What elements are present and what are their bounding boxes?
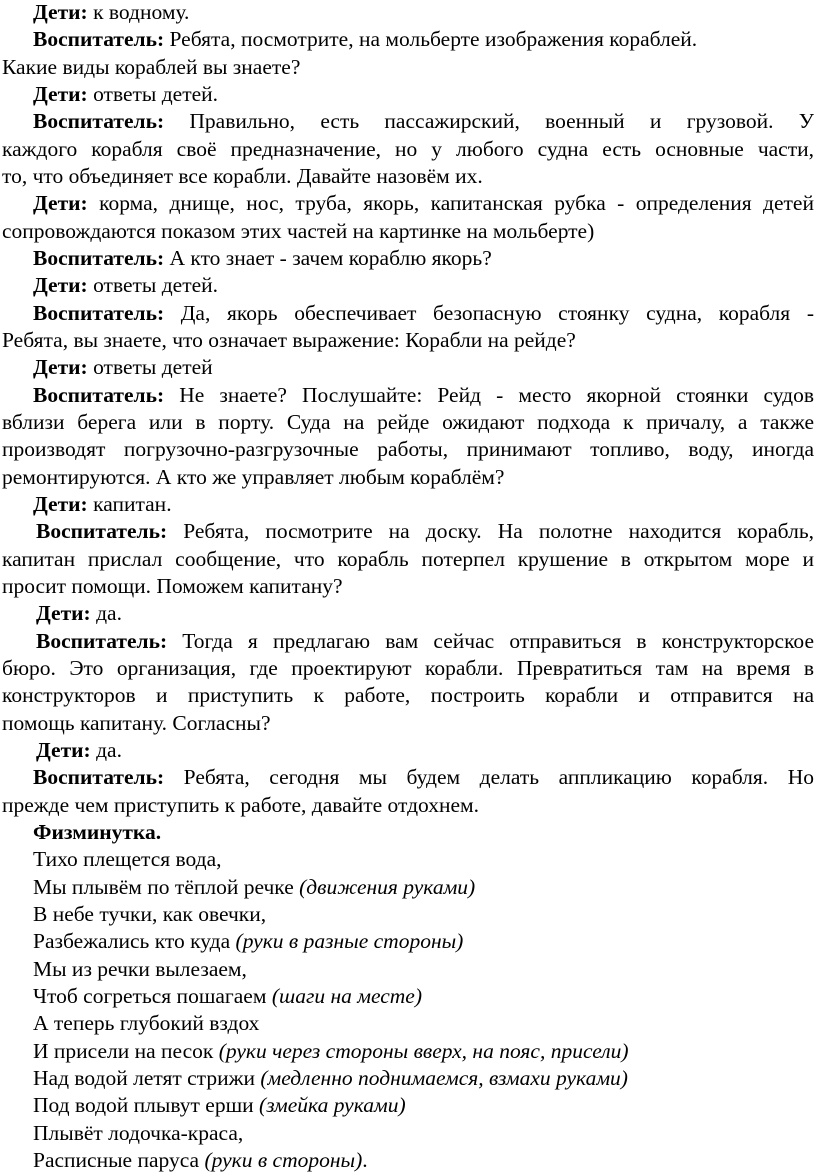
poem-line: Расписные паруса (руки в стороны). [33, 1148, 368, 1172]
speaker-label: Дети: [33, 191, 88, 215]
speaker-label: Дети: [36, 738, 91, 762]
text-line: производят погрузочно-разгрузочные работы, принимают топливо, воду, иногда [2, 437, 814, 461]
poem-line: Мы из речки вылезаем, [33, 957, 247, 981]
speaker-label: Дети: [33, 82, 88, 106]
text-line: помощь капитану. Согласны? [2, 711, 271, 735]
text-line: Дети: ответы детей [33, 355, 213, 379]
text-line: Воспитатель: А кто знает - зачем кораблю якорь? [33, 246, 492, 270]
text-line: прежде чем приступить к работе, давайте отдохнем. [2, 793, 480, 817]
text-line: то, что объединяет все корабли. Давайте назовём их. [2, 164, 483, 188]
stage-direction: (руки в разные стороны) [235, 929, 464, 953]
text-line: конструкторов и приступить к работе, построить корабли и отправится на [2, 683, 814, 707]
stage-direction: (змейка руками) [259, 1093, 406, 1117]
speaker-label: Воспитатель: [33, 301, 165, 325]
speaker-label: Воспитатель: [33, 383, 165, 407]
text-line: каждого корабля своё предназначение, но у любого судна есть основные части, [2, 137, 814, 161]
poem-line: Под водой плывут ерши (змейка руками) [33, 1093, 406, 1117]
text-line: Воспитатель: Не знаете? Послушайте: Рейд - место якорной стоянки судов [33, 383, 814, 407]
speaker-label: Воспитатель: [36, 629, 168, 653]
section-heading: Физминутка. [33, 820, 162, 844]
speaker-label: Воспитатель: [33, 765, 165, 789]
text-line: Дети: капитан. [33, 492, 172, 516]
speaker-label: Дети: [33, 0, 88, 24]
text-line: Какие виды кораблей вы знаете? [2, 55, 301, 79]
text-line: Дети: да. [36, 601, 122, 625]
stage-direction: (движения руками) [299, 875, 476, 899]
text-line: бюро. Это организация, где проектируют корабли. Превратиться там на время в [2, 656, 814, 680]
speaker-label: Воспитатель: [33, 109, 165, 133]
poem-line: Разбежались кто куда (руки в разные стороны) [33, 929, 464, 953]
stage-direction: (шаги на месте) [271, 984, 423, 1008]
text-line: капитан прислал сообщение, что корабль потерпел крушение в открытом море и [2, 547, 814, 571]
text-line: Воспитатель: Да, якорь обеспечивает безопасную стоянку судна, корабля - [33, 301, 814, 325]
poem-line: Чтоб согреться пошагаем (шаги на месте) [33, 984, 423, 1008]
text-line: Дети: корма, днище, нос, труба, якорь, капитанская рубка - определения детей [33, 191, 814, 215]
text-line: Ребята, вы знаете, что означает выражение: Корабли на рейде? [2, 328, 576, 352]
stage-direction: (руки в стороны) [204, 1148, 363, 1172]
poem-line: Плывёт лодочка-краса, [33, 1121, 244, 1145]
text-line: Дети: ответы детей. [33, 82, 219, 106]
text-line: вблизи берега или в порту. Суда на рейде ожидают подхода к причалу, а также [2, 410, 814, 434]
speaker-label: Дети: [36, 601, 91, 625]
speaker-label: Воспитатель: [33, 246, 165, 270]
poem-line: Мы плывём по тёплой речке (движения руками) [33, 875, 476, 899]
poem-line: В небе тучки, как овечки, [33, 902, 267, 926]
speaker-label: Воспитатель: [36, 519, 168, 543]
speaker-label: Дети: [33, 355, 88, 379]
text-line: Воспитатель: Ребята, посмотрите на доску. На полотне находится корабль, [36, 519, 814, 543]
stage-direction: (руки через стороны вверх, на пояс, присели) [218, 1039, 629, 1063]
poem-line: Над водой летят стрижи (медленно поднимаемся, взмахи руками) [33, 1066, 628, 1090]
text-line: просит помощи. Поможем капитану? [2, 574, 343, 598]
text-line: Дети: да. [36, 738, 122, 762]
text-line: Воспитатель: Правильно, есть пассажирский, военный и грузовой. У [33, 109, 814, 133]
text-line: Воспитатель: Ребята, посмотрите, на мольберте изображения кораблей. [33, 27, 698, 51]
speaker-label: Дети: [33, 273, 88, 297]
text-line: Воспитатель: Тогда я предлагаю вам сейчас отправиться в конструкторское [36, 629, 814, 653]
text-line: Воспитатель: Ребята, сегодня мы будем делать аппликацию корабля. Но [33, 765, 814, 789]
speaker-label: Дети: [33, 492, 88, 516]
text-line: сопровождаются показом этих частей на картинке на мольберте) [2, 219, 595, 243]
text-line: Дети: ответы детей. [33, 273, 219, 297]
poem-line: Тихо плещется вода, [33, 847, 222, 871]
speaker-label: Воспитатель: [33, 27, 165, 51]
text-line: Дети: к водному. [33, 0, 190, 24]
text-line: ремонтируются. А кто же управляет любым кораблём? [2, 465, 505, 489]
poem-line: И присели на песок (руки через стороны вверх, на пояс, присели) [33, 1039, 629, 1063]
stage-direction: (медленно поднимаемся, взмахи руками) [260, 1066, 628, 1090]
poem-line: А теперь глубокий вздох [33, 1011, 260, 1035]
